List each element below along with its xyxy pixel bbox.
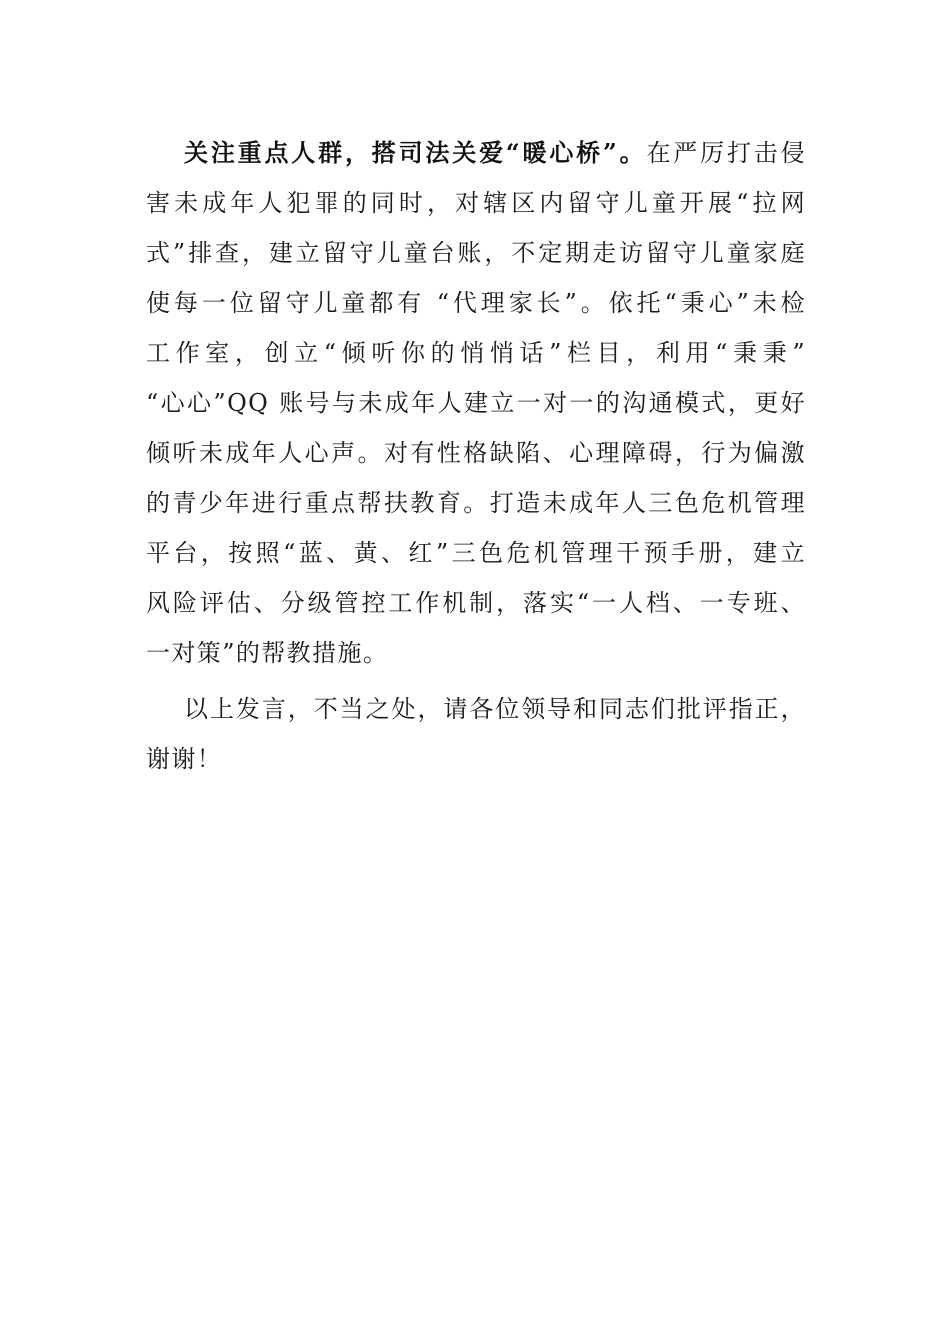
paragraph-focus-groups xyxy=(146,128,806,678)
paragraph-heading: 关注重点人群，搭司法关爱“暖心桥”。 xyxy=(184,138,647,167)
document-body xyxy=(146,128,806,784)
paragraph-line: 谢谢！ xyxy=(146,745,223,773)
paragraph-line: “心心”QQ 账号与未成年人建立一对一的沟通模式，更好 xyxy=(146,389,806,417)
paragraph-line: 平台，按照“蓝、黄、红”三色危机管理干预手册，建立 xyxy=(146,539,806,567)
paragraph-line xyxy=(146,128,806,178)
paragraph-line: 使每一位留守儿童都有 “代理家长”。依托“秉心”未检 xyxy=(146,289,806,317)
paragraph-line: 一对策”的帮教措施。 xyxy=(146,639,389,667)
paragraph-line: 害未成年人犯罪的同时，对辖区内留守儿童开展“拉网 xyxy=(146,189,806,217)
paragraph-line: 风险评估、分级管控工作机制，落实“一人档、一专班、 xyxy=(146,589,806,617)
paragraph-line: 式”排查，建立留守儿童台账，不定期走访留守儿童家庭 xyxy=(146,239,806,267)
paragraph-line: 倾听未成年人心声。对有性格缺陷、心理障碍，行为偏激 xyxy=(146,439,806,467)
paragraph-line: 工作室，创立“倾听你的悄悄话”栏目，利用“秉秉” xyxy=(146,339,806,367)
paragraph-line: 的青少年进行重点帮扶教育。打造未成年人三色危机管理 xyxy=(146,489,806,517)
paragraph-closing xyxy=(146,684,806,784)
paragraph-line: 以上发言，不当之处，请各位领导和同志们批评指正， xyxy=(184,695,806,723)
paragraph-text: 在严厉打击侵 xyxy=(646,139,806,167)
